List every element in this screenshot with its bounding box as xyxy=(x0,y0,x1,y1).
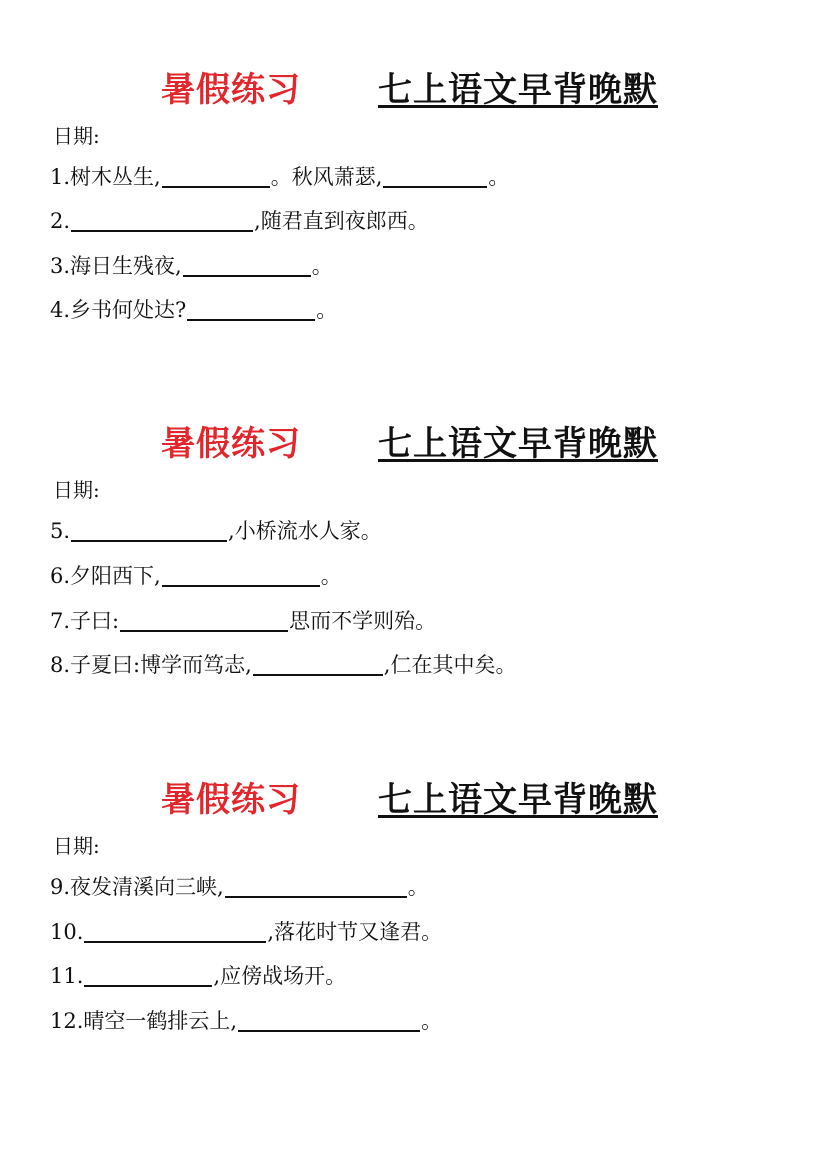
question-text: 。 xyxy=(421,1009,443,1033)
answer-blank[interactable] xyxy=(71,520,227,542)
question-7 xyxy=(50,607,436,635)
answer-blank[interactable] xyxy=(253,654,383,676)
question-text: 1.树木丛生, xyxy=(50,165,161,189)
question-1 xyxy=(50,163,509,191)
answer-blank[interactable] xyxy=(120,610,288,632)
question-8 xyxy=(50,651,516,679)
section-title-main: 七上语文早背晚默 xyxy=(378,424,658,464)
section-header xyxy=(0,772,827,822)
question-4 xyxy=(50,296,337,324)
question-5 xyxy=(50,517,382,545)
question-text: 思而不学则殆。 xyxy=(289,609,437,633)
question-text: ,小桥流水人家。 xyxy=(228,519,382,543)
question-text: 。 xyxy=(320,564,342,588)
question-2 xyxy=(50,207,429,235)
question-12 xyxy=(50,1007,442,1035)
section-header xyxy=(0,62,827,112)
question-text: 5. xyxy=(50,519,71,543)
question-9 xyxy=(50,873,429,901)
question-text: 。 xyxy=(407,875,429,899)
question-text: ,应傍战场开。 xyxy=(213,964,347,988)
answer-blank[interactable] xyxy=(162,565,320,587)
answer-blank[interactable] xyxy=(183,255,311,277)
answer-blank[interactable] xyxy=(383,166,487,188)
question-text: 。 xyxy=(488,165,510,189)
question-text: 11. xyxy=(50,964,84,988)
question-text: 7.子曰: xyxy=(50,609,120,633)
question-text: 6.夕阳西下, xyxy=(50,564,161,588)
question-text: 2. xyxy=(50,209,71,233)
section-title-red: 暑假练习 xyxy=(161,70,301,110)
section-title-main: 七上语文早背晚默 xyxy=(378,780,658,820)
question-text: 9.夜发清溪向三峡, xyxy=(50,875,224,899)
question-text: 。 xyxy=(316,298,338,322)
question-text: 。秋风萧瑟, xyxy=(270,165,383,189)
question-text: 4.乡书何处达? xyxy=(50,298,187,322)
question-10 xyxy=(50,918,442,946)
date-label: 日期: xyxy=(53,834,100,858)
section-title-red: 暑假练习 xyxy=(161,424,301,464)
question-6 xyxy=(50,562,342,590)
question-text: 8.子夏曰:博学而笃志, xyxy=(50,653,252,677)
question-text: 12.晴空一鹤排云上, xyxy=(50,1009,238,1033)
section-title-main: 七上语文早背晚默 xyxy=(378,70,658,110)
question-text: 。 xyxy=(311,254,333,278)
question-text: ,落花时节又逢君。 xyxy=(267,920,443,944)
answer-blank[interactable] xyxy=(84,921,266,943)
answer-blank[interactable] xyxy=(187,299,315,321)
date-label: 日期: xyxy=(53,478,100,502)
answer-blank[interactable] xyxy=(84,965,212,987)
answer-blank[interactable] xyxy=(71,210,253,232)
section-title-red: 暑假练习 xyxy=(161,780,301,820)
section-header xyxy=(0,416,827,466)
answer-blank[interactable] xyxy=(162,166,270,188)
question-3 xyxy=(50,252,333,280)
answer-blank[interactable] xyxy=(225,876,407,898)
question-text: 10. xyxy=(50,920,84,944)
question-text: ,仁在其中矣。 xyxy=(383,653,517,677)
date-label: 日期: xyxy=(53,124,100,148)
question-text: 3.海日生残夜, xyxy=(50,254,182,278)
answer-blank[interactable] xyxy=(238,1010,420,1032)
question-text: ,随君直到夜郎西。 xyxy=(254,209,429,233)
question-11 xyxy=(50,962,346,990)
